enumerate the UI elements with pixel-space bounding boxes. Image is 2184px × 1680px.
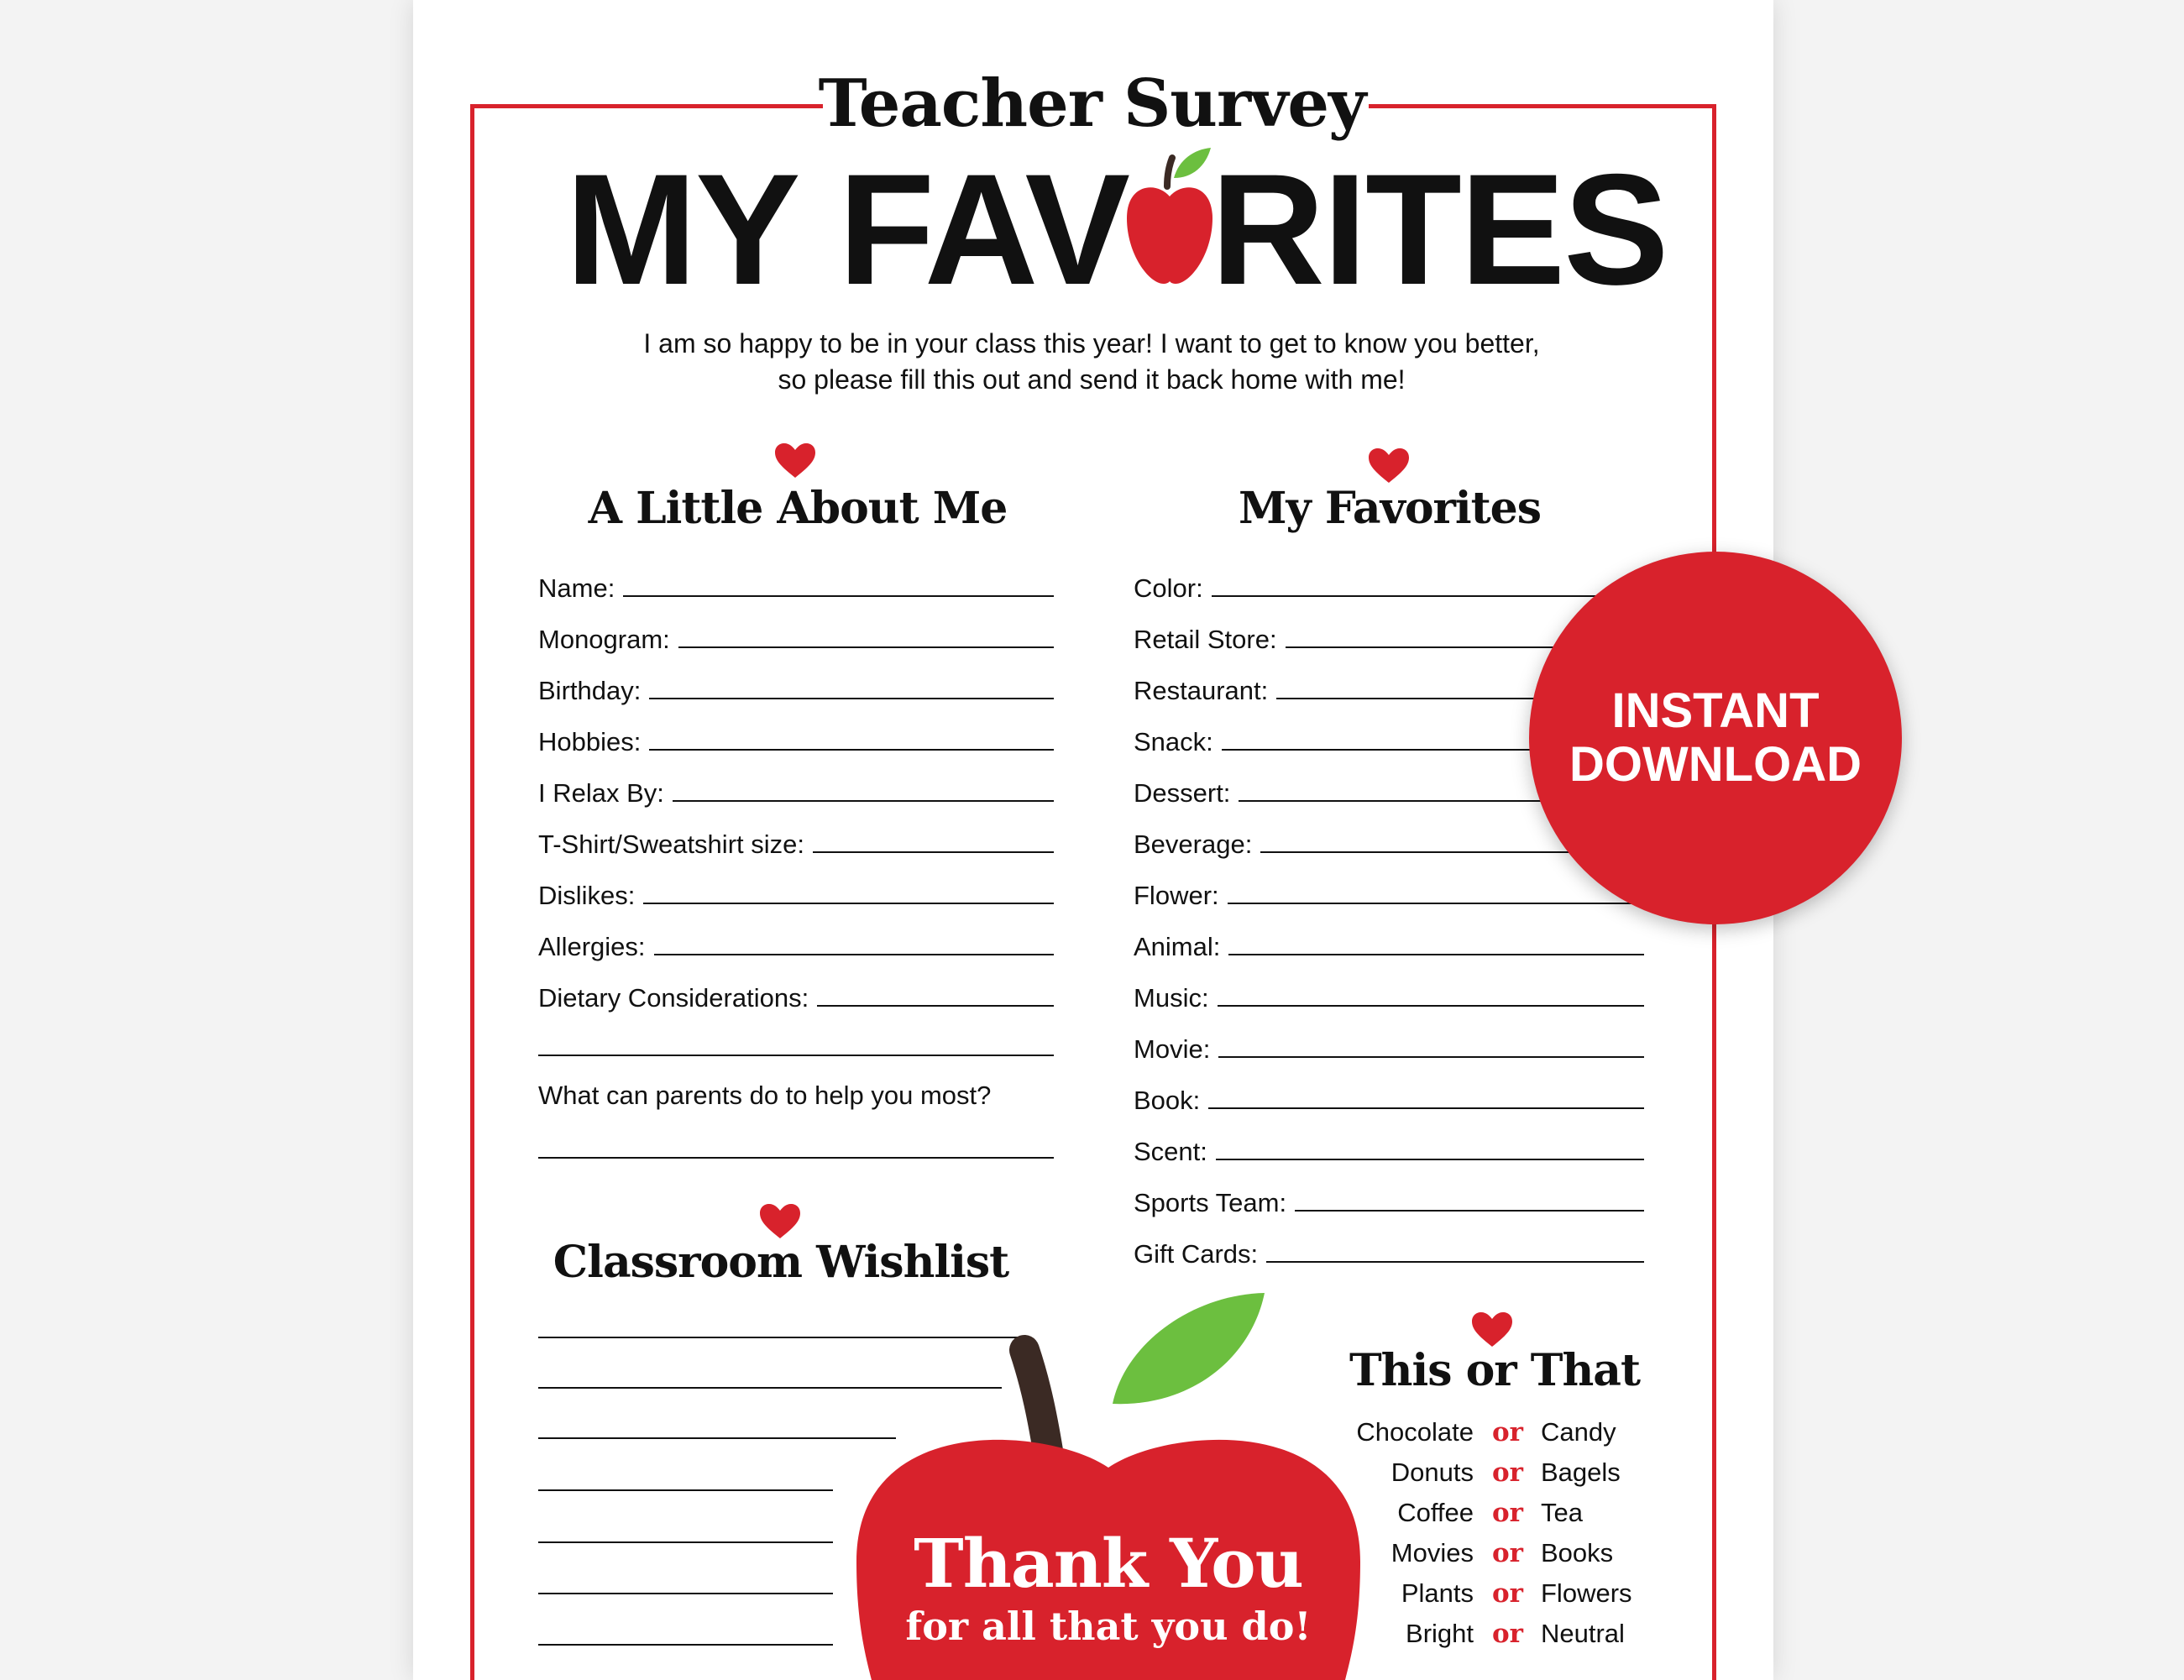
about-field-dislikes[interactable]: Dislikes: [538, 874, 1054, 911]
fav-field-snack[interactable]: Snack: [1134, 720, 1644, 757]
about-dietary-extra-line[interactable] [538, 1055, 1054, 1056]
this-or-that-row: Coffee or Tea [1397, 1498, 1583, 1528]
fav-field-book[interactable]: Book: [1134, 1079, 1644, 1116]
fav-field-restaurant[interactable]: Restaurant: [1134, 669, 1644, 706]
wishlist-line-3[interactable] [538, 1437, 896, 1439]
wishlist-line-7[interactable] [538, 1644, 833, 1646]
fav-field-music[interactable]: Music: [1134, 976, 1644, 1013]
about-heading: A Little About Me [588, 483, 1008, 534]
fav-field-sports-team[interactable]: Sports Team: [1134, 1181, 1644, 1218]
fav-field-gift-cards[interactable]: Gift Cards: [1134, 1233, 1644, 1269]
thank-you-title: Thank You [914, 1524, 1303, 1603]
about-field-dietary[interactable]: Dietary Considerations: [538, 976, 1054, 1013]
about-field-monogram[interactable]: Monogram: [538, 618, 1054, 655]
fav-field-color[interactable]: Color: [1134, 567, 1644, 604]
heart-icon [759, 1203, 801, 1240]
about-field-hobbies[interactable]: Hobbies: [538, 720, 1054, 757]
fav-field-movie[interactable]: Movie: [1134, 1028, 1644, 1065]
main-title [0, 141, 2184, 317]
wishlist-line-4[interactable] [538, 1489, 833, 1491]
heart-icon [1471, 1311, 1513, 1348]
this-or-that-row: Chocolate or Candy [1356, 1417, 1616, 1447]
fav-field-animal[interactable]: Animal: [1134, 925, 1644, 962]
parents-help-line[interactable] [538, 1157, 1054, 1159]
this-or-that-row: Plants or Flowers [1401, 1578, 1632, 1609]
badge-line-2: DOWNLOAD [1569, 737, 1862, 792]
thank-you-subtitle: for all that you do! [905, 1604, 1312, 1649]
main-title-left: MY FAV [565, 141, 1129, 317]
about-field-allergies[interactable]: Allergies: [538, 925, 1054, 962]
fav-field-flower[interactable]: Flower: [1134, 874, 1644, 911]
wishlist-line-6[interactable] [538, 1593, 833, 1594]
this-or-that-row: Bright or Neutral [1406, 1619, 1625, 1649]
intro-line-1: I am so happy to be in your class this year! I want to get to know you better, [643, 328, 1540, 359]
intro-text [504, 326, 1679, 398]
main-title-right: RITES [1211, 141, 1668, 317]
frame-left [470, 104, 474, 1680]
about-field-name[interactable]: Name: [538, 567, 1054, 604]
about-field-relax[interactable]: I Relax By: [538, 772, 1054, 809]
survey-title: Teacher Survey [818, 65, 1366, 142]
heart-icon [774, 442, 816, 479]
about-field-shirt-size[interactable]: T-Shirt/Sweatshirt size: [538, 823, 1054, 860]
wishlist-line-5[interactable] [538, 1541, 833, 1543]
fav-field-dessert[interactable]: Dessert: [1134, 772, 1644, 809]
wishlist-heading: Classroom Wishlist [553, 1237, 1009, 1288]
favorites-heading: My Favorites [1238, 483, 1542, 534]
parents-help-question: What can parents do to help you most? [538, 1081, 992, 1110]
heart-icon [1368, 447, 1410, 484]
fav-field-beverage[interactable]: Beverage: [1134, 823, 1644, 860]
this-or-that-row: Donuts or Bagels [1391, 1458, 1621, 1488]
this-or-that-heading: This or That [1349, 1345, 1641, 1396]
about-field-birthday[interactable]: Birthday: [538, 669, 1054, 706]
fav-field-retail-store[interactable]: Retail Store: [1134, 618, 1644, 655]
intro-line-2: so please fill this out and send it back home with me! [778, 364, 1406, 395]
instant-download-badge [1529, 552, 1902, 924]
apple-icon [1123, 144, 1216, 287]
this-or-that-row: Movies or Books [1391, 1538, 1614, 1568]
badge-line-1: INSTANT [1611, 683, 1820, 738]
fav-field-scent[interactable]: Scent: [1134, 1130, 1644, 1167]
